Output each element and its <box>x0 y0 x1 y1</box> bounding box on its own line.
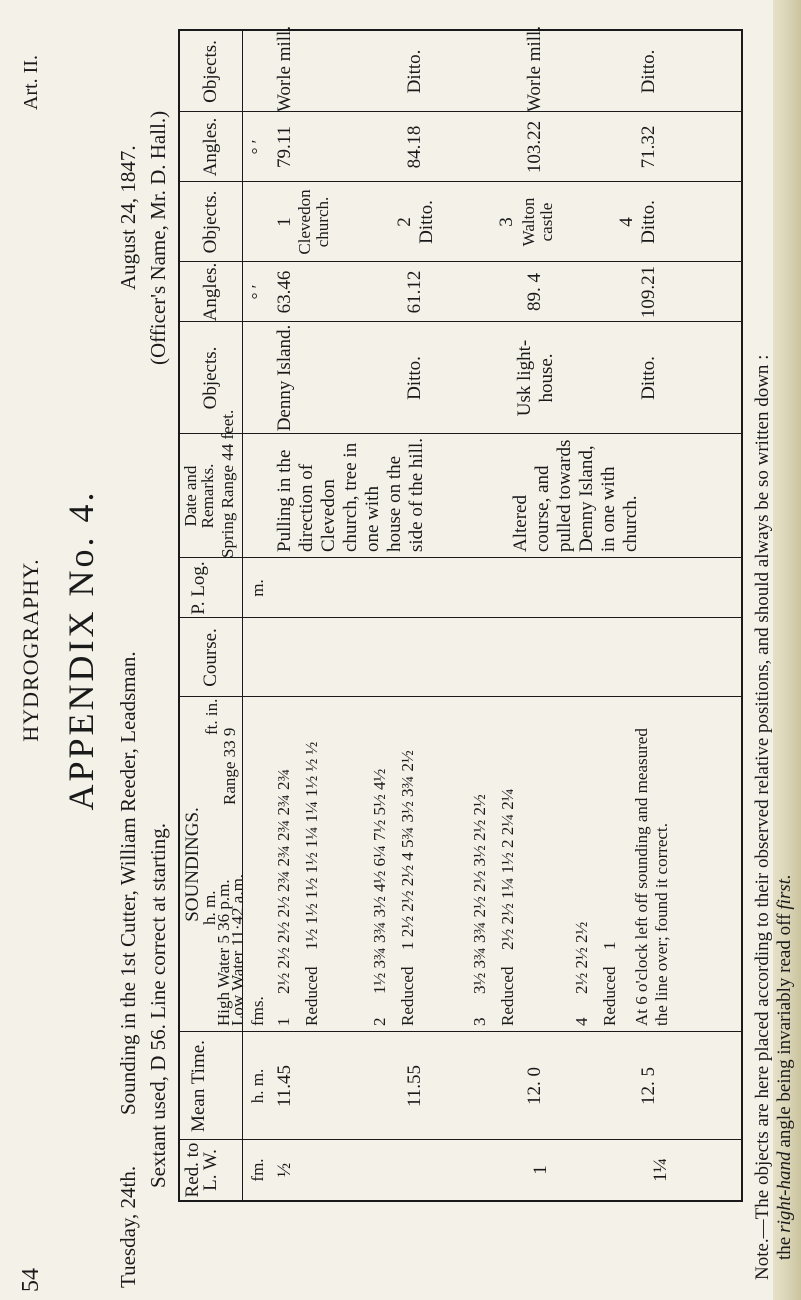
subtitle-date: August 24, 1847. <box>116 145 140 290</box>
object-right: Ditto. <box>404 49 425 94</box>
note-line-2-em: right-hand <box>774 1151 795 1233</box>
sounding-station: 2 <box>370 1017 389 1026</box>
header-mean-time: Mean Time. <box>188 1040 209 1132</box>
red-value: 1¼ <box>650 1158 671 1182</box>
reduced-values: 1 <box>600 941 619 950</box>
remark: Pulling in the direction of Clevedon church, tree in one with house on the side of the hill. <box>274 438 427 552</box>
station-number: 2 <box>394 217 415 227</box>
object-left: Ditto. <box>638 356 659 400</box>
subtitle-sextant: Sextant used, D 56. Line correct at starting. <box>146 822 170 1188</box>
sounding-station: 4 <box>572 1017 591 1026</box>
object-left: Denny Island. <box>274 324 295 432</box>
reduced-values: 1 2½ 2½ 2½ 4 5¾ 3½ 3¾ 2½ <box>398 750 417 950</box>
note-line-2-mid: angle being invariably read off <box>774 913 795 1148</box>
sounding-station: 3 <box>470 1017 489 1026</box>
header-high-water: High Water 5 36 p.m. <box>214 879 233 1026</box>
header-red: Red. to L. W. <box>182 1142 221 1198</box>
object-right: Worle mill. <box>524 25 545 112</box>
object-left: Usk light-house. <box>514 339 557 417</box>
object-mid: Ditto. <box>638 200 659 244</box>
station-number: 3 <box>496 217 517 227</box>
header-tide-hm: h. m. <box>200 890 219 925</box>
note-line-2-pre: the <box>774 1236 795 1260</box>
header-objects-right: Objects. <box>200 40 221 103</box>
angle-right: 79.11 <box>274 125 295 169</box>
note-line-2-em2: first. <box>774 874 795 910</box>
mean-time-value: 12. 5 <box>638 1067 659 1105</box>
unit-angle-left: ° ′ <box>248 284 267 300</box>
sounding-values: 1½ 3¾ 3¾ 3½ 4½ 6¼ 7½ 5½ 4½ <box>370 768 389 994</box>
col-rule <box>180 696 741 697</box>
sounding-table <box>178 25 743 1202</box>
angle-right: 84.18 <box>404 125 425 169</box>
station-number: 4 <box>616 217 637 227</box>
object-mid: Clevedon church. <box>295 189 332 255</box>
mean-time-value: 12. 0 <box>524 1067 545 1105</box>
header-course: Course. <box>200 628 221 687</box>
unit-angle-right: ° ′ <box>248 139 267 155</box>
header-soundings: SOUNDINGS. <box>182 807 203 922</box>
header-low-water: Low Water 11·42 a.m. <box>228 873 247 1026</box>
object-right: Ditto. <box>638 49 659 94</box>
object-right: Worle mill. <box>274 25 295 112</box>
subtitle-officer: (Officer's Name, Mr. D. Hall.) <box>146 110 170 365</box>
appendix-title: APPENDIX No. 4. <box>61 489 101 811</box>
header-log: P. Log. <box>188 561 209 615</box>
remark: Altered course, and pulled towards Denny Island, in one with church. <box>510 439 641 552</box>
page-number: 54 <box>18 1268 44 1292</box>
header-angles-left: Angles. <box>200 262 221 322</box>
red-value: ½ <box>274 1162 295 1178</box>
reduced-label: Reduced <box>302 966 321 1026</box>
object-mid: Ditto. <box>416 200 437 244</box>
header-objects-left: Objects. <box>200 346 221 410</box>
subtitle-main: Sounding in the 1st Cutter, William Reeder, Leadsman. <box>116 651 140 1115</box>
reduced-values: 2½ 2½ 1¼ 1½ 2 2¼ 2¼ <box>498 788 517 950</box>
sounding-values: 3½ 3¾ 3¾ 2½ 2½ 3½ 2½ 2½ <box>470 794 489 994</box>
angle-left: 63.46 <box>274 270 295 314</box>
running-title: HYDROGRAPHY. <box>18 558 43 742</box>
unit-red: fm. <box>248 1158 267 1182</box>
station-number: 1 <box>274 217 295 227</box>
mean-time-value: 11.45 <box>274 1064 295 1108</box>
header-ft-in: ft. in. <box>202 698 221 735</box>
angle-left: 89. 4 <box>524 273 545 311</box>
reduced-label: Reduced <box>398 966 417 1026</box>
angle-left: 61.12 <box>404 270 425 314</box>
angle-right: 71.32 <box>638 125 659 169</box>
header-date-remarks: Date and Remarks. <box>181 463 217 529</box>
header-spring-range: Spring Range 44 feet. <box>218 409 237 558</box>
object-mid: Walton castle <box>519 197 556 247</box>
unit-log: m. <box>248 579 267 597</box>
header-range: Range 33 9 <box>220 727 239 805</box>
header-objects-mid: Objects. <box>200 190 221 254</box>
subtitle-day: Tuesday, 24th. <box>116 1165 140 1288</box>
article-number: Art. II. <box>20 55 42 110</box>
sounding-values: 2½ 2½ 2½ 2½ 2¾ 2¾ 2¾ 2¾ 2¾ <box>274 768 293 994</box>
reduced-label: Reduced <box>600 966 619 1026</box>
note-line-2 <box>774 874 796 1260</box>
angle-right: 103.22 <box>524 120 545 174</box>
sounding-station: 1 <box>274 1017 293 1026</box>
angle-left: 109.21 <box>638 265 659 319</box>
note-line-1: Note.—The objects are here placed according to their observed relative positions, and should always be so written down : <box>752 354 773 1280</box>
red-value: 1 <box>530 1165 551 1175</box>
reduced-label: Reduced <box>498 966 517 1026</box>
unit-soundings: fms. <box>248 996 267 1026</box>
object-left: Ditto. <box>404 356 425 400</box>
soundings-note: At 6 o'clock left off sounding and measured the line over; found it correct. <box>632 728 671 1026</box>
reduced-values: 1½ 1½ 1½ 1½ 1¼ 1¼ 1½ ½ ½ <box>302 741 321 950</box>
sounding-values: 2½ 2½ 2½ <box>572 921 591 994</box>
header-angles-right: Angles. <box>200 117 221 177</box>
unit-time: h. m. <box>248 1068 267 1104</box>
mean-time-value: 11.55 <box>404 1064 425 1108</box>
